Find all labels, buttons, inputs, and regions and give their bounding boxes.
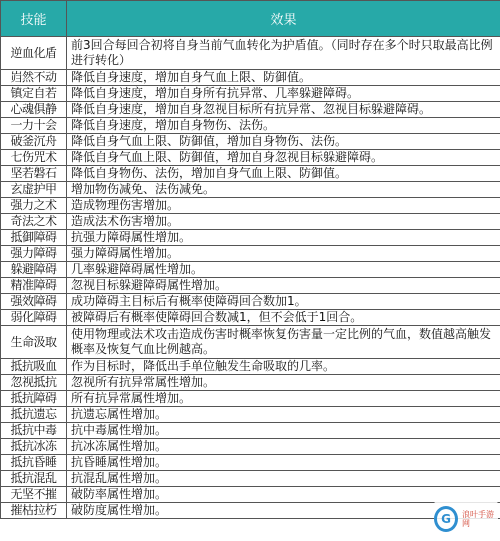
table-row [1, 439, 500, 455]
table-row [1, 214, 500, 230]
table-row [1, 86, 500, 102]
skill-name: 抵抗吸血 [1, 359, 67, 375]
skill-name: 无坚不摧 [1, 487, 67, 503]
table-row [1, 471, 500, 487]
header-effect: 效果 [67, 1, 500, 37]
table-row [1, 102, 500, 118]
skill-name: 岿然不动 [1, 70, 67, 86]
table-row [1, 455, 500, 471]
skill-name: 玄虚护甲 [1, 182, 67, 198]
table-row [1, 423, 500, 439]
skill-effect: 作为目标时，降低出手单位触发生命吸取的几率。 [67, 359, 500, 375]
header-skill: 技能 [1, 1, 67, 37]
skill-effect: 造成法术伤害增加。 [67, 214, 500, 230]
skill-effect: 降低自身气血上限、防御值，增加自身物伤、法伤。 [67, 134, 500, 150]
table-row [1, 375, 500, 391]
skill-name: 镇定自若 [1, 86, 67, 102]
skill-effect: 破防率属性增加。 [67, 487, 500, 503]
table-row [1, 37, 500, 70]
skill-name: 抵抗遗忘 [1, 407, 67, 423]
skill-name: 强力障碍 [1, 246, 67, 262]
skill-name: 一力十会 [1, 118, 67, 134]
table-row [1, 166, 500, 182]
skill-effect: 抗遗忘属性增加。 [67, 407, 500, 423]
skill-effect: 增加物伤减免、法伤减免。 [67, 182, 500, 198]
skill-effect: 破防度属性增加。 [67, 503, 500, 519]
skill-name: 弱化障碍 [1, 310, 67, 326]
skill-effect: 使用物理或法术攻击造成伤害时概率恢复伤害量一定比例的气血，数值越高触发概率及恢复气血比例越高。 [67, 326, 500, 359]
table-row [1, 246, 500, 262]
skill-effect: 强力障碍属性增加。 [67, 246, 500, 262]
spiral-logo-icon: G [434, 506, 458, 532]
table-row [1, 503, 500, 519]
skill-name: 强力之术 [1, 198, 67, 214]
table-row [1, 310, 500, 326]
skill-name: 抵抗昏睡 [1, 455, 67, 471]
skill-effect: 造成物理伤害增加。 [67, 198, 500, 214]
table-row [1, 326, 500, 359]
skill-effect: 抗中毒属性增加。 [67, 423, 500, 439]
skill-name: 躲避障碍 [1, 262, 67, 278]
header-row [1, 1, 500, 37]
table-body [1, 37, 500, 519]
skill-effect: 降低自身速度，增加自身气血上限、防御值。 [67, 70, 500, 86]
skill-effect: 被障碍后有概率使障碍回合数减1，但不会低于1回合。 [67, 310, 500, 326]
table-row [1, 391, 500, 407]
skill-effect: 忽视目标躲避障碍属性增加。 [67, 278, 500, 294]
skill-name: 忽视抵抗 [1, 375, 67, 391]
skill-name: 心魂俱静 [1, 102, 67, 118]
skill-name: 摧枯拉朽 [1, 503, 67, 519]
skill-effect: 抗混乱属性增加。 [67, 471, 500, 487]
table-row [1, 182, 500, 198]
skill-name: 强效障碍 [1, 294, 67, 310]
skill-effect: 所有抗异常属性增加。 [67, 391, 500, 407]
skill-effect: 抗昏睡属性增加。 [67, 455, 500, 471]
skill-name: 生命汲取 [1, 326, 67, 359]
watermark-text: 浪叶手游网 [462, 510, 494, 528]
skill-name: 抵御障碍 [1, 230, 67, 246]
table-row [1, 118, 500, 134]
skill-effect: 抗强力障碍属性增加。 [67, 230, 500, 246]
skill-effect: 抗冰冻属性增加。 [67, 439, 500, 455]
skill-name: 奇法之术 [1, 214, 67, 230]
skill-effect: 降低自身速度，增加自身物伤、法伤。 [67, 118, 500, 134]
skill-effect: 成功障碍主目标后有概率使障碍回合数加1。 [67, 294, 500, 310]
table-row [1, 230, 500, 246]
skill-effect: 忽视所有抗异常属性增加。 [67, 375, 500, 391]
table-row [1, 407, 500, 423]
skill-name: 抵抗混乱 [1, 471, 67, 487]
table-row [1, 134, 500, 150]
skill-name: 抵抗冰冻 [1, 439, 67, 455]
table-row [1, 150, 500, 166]
table-row [1, 70, 500, 86]
skill-effect: 降低自身速度，增加自身忽视目标所有抗异常、忽视目标躲避障碍。 [67, 102, 500, 118]
skill-effect: 几率躲避障碍属性增加。 [67, 262, 500, 278]
skill-name: 精准障碍 [1, 278, 67, 294]
skill-name: 破釜沉舟 [1, 134, 67, 150]
table-row [1, 278, 500, 294]
skill-effect: 前3回合每回合初将自身当前气血转化为护盾值。（同时存在多个时只取最高比例进行转化） [67, 37, 500, 70]
skill-name: 抵抗障碍 [1, 391, 67, 407]
table-row [1, 487, 500, 503]
table-row [1, 198, 500, 214]
skill-effect: 降低自身速度，增加自身所有抗异常、几率躲避障碍。 [67, 86, 500, 102]
table-row [1, 359, 500, 375]
table-row [1, 294, 500, 310]
skill-effect: 降低自身物伤、法伤，增加自身气血上限、防御值。 [67, 166, 500, 182]
skill-name: 抵抗中毒 [1, 423, 67, 439]
skill-name: 七伤咒术 [1, 150, 67, 166]
table-row [1, 262, 500, 278]
skill-effect: 降低自身气血上限、防御值，增加自身忽视目标躲避障碍。 [67, 150, 500, 166]
watermark-logo [434, 499, 498, 539]
skill-name: 坚若磐石 [1, 166, 67, 182]
skill-name: 逆血化盾 [1, 37, 67, 70]
